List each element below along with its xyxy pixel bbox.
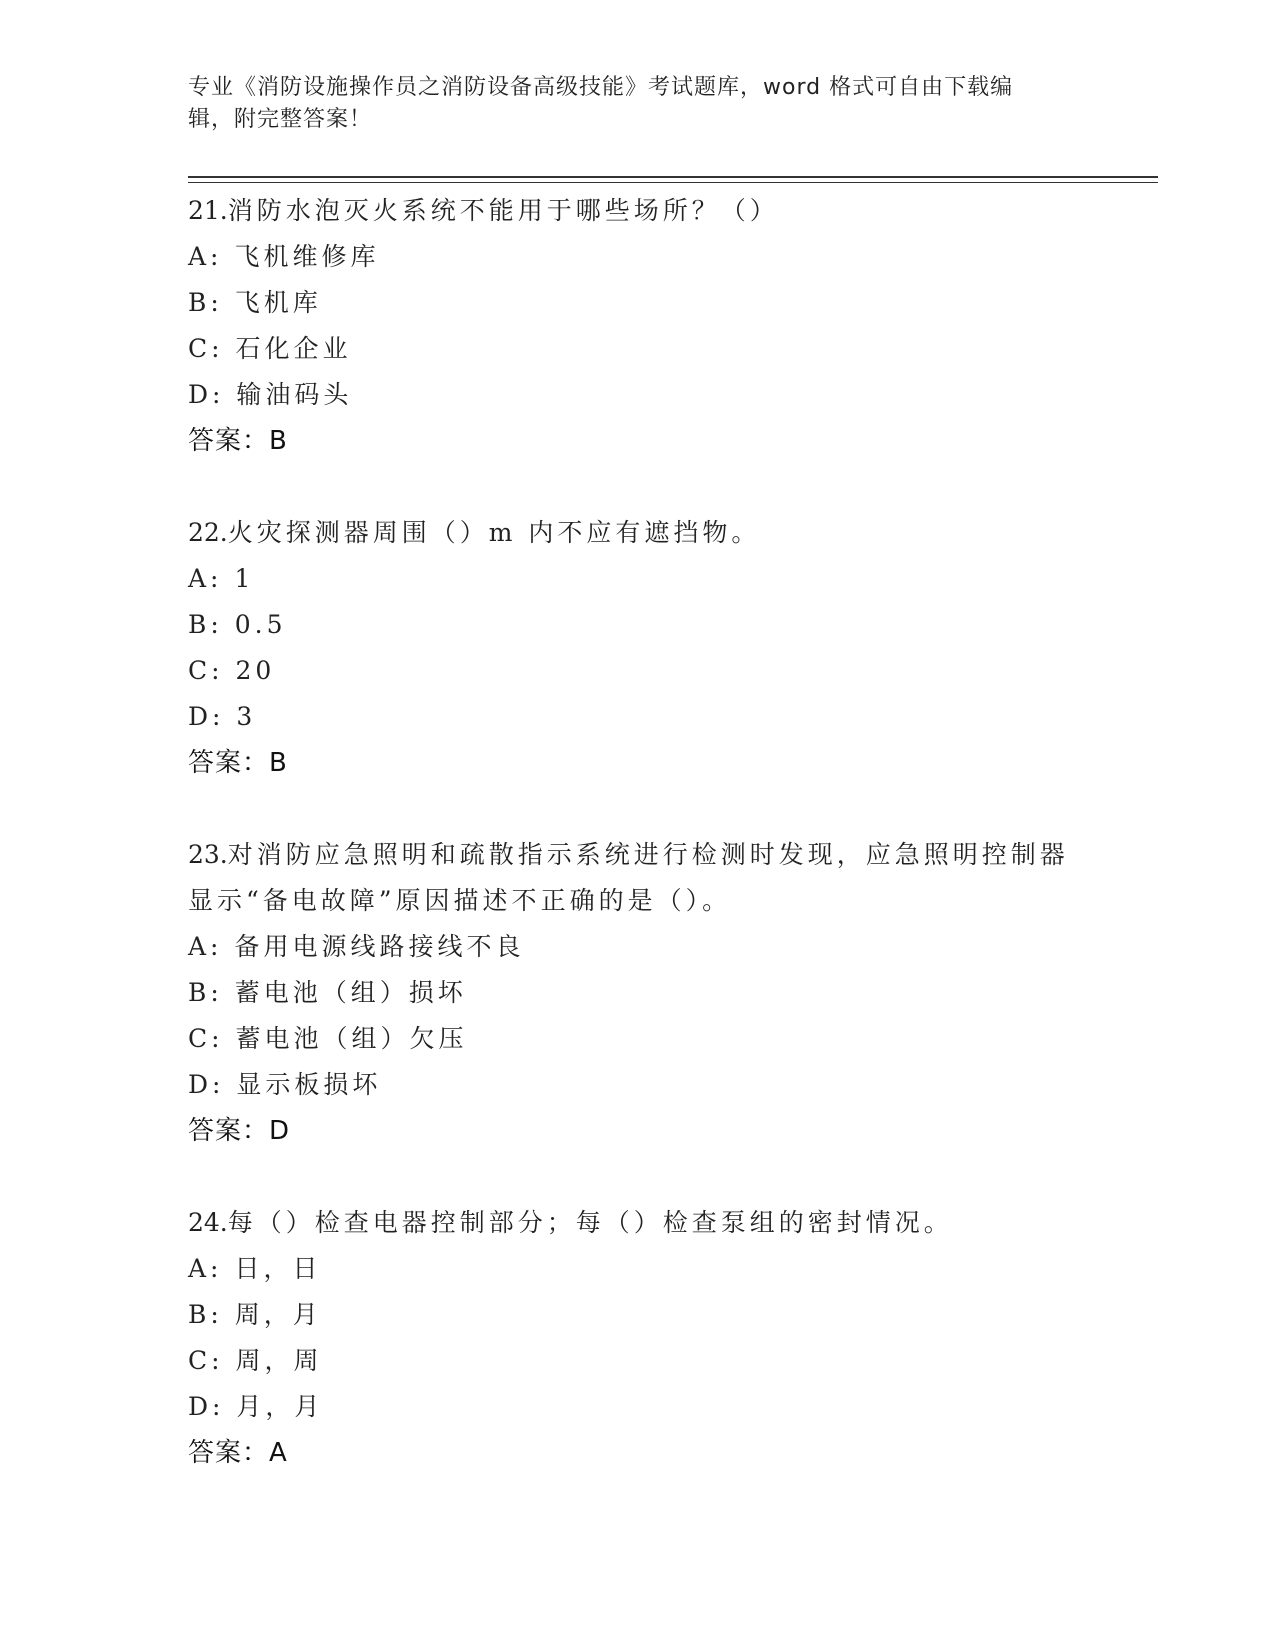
option-text: 0.5 — [234, 610, 287, 639]
option-label: B: — [188, 978, 235, 1007]
option-d — [188, 1062, 1088, 1108]
question-number: 23. — [188, 840, 228, 869]
option-text: 蓄电池（组）欠压 — [235, 1024, 468, 1053]
option-a — [188, 924, 1088, 970]
question-text — [188, 1200, 1088, 1246]
option-b — [188, 1292, 1088, 1338]
option-text: 输油码头 — [236, 380, 353, 409]
option-d — [188, 1384, 1088, 1430]
option-label: A: — [188, 242, 235, 271]
option-text: 蓄电池（组）损坏 — [234, 978, 467, 1007]
option-c — [188, 648, 1088, 694]
option-label: C: — [188, 1346, 236, 1375]
option-text: 1 — [234, 564, 255, 593]
option-text: 显示板损坏 — [236, 1070, 382, 1099]
question-stem: 火灾探测器周围（）m 内不应有遮挡物。 — [227, 518, 761, 547]
option-text: 备用电源线路接线不良 — [234, 932, 525, 961]
question-list — [188, 188, 1088, 1522]
option-text: 20 — [235, 656, 276, 685]
option-d — [188, 694, 1088, 740]
answer-line: 答案：A — [188, 1438, 288, 1468]
option-text: 3 — [236, 702, 257, 731]
option-text: 日，日 — [234, 1254, 322, 1283]
question-21 — [188, 188, 1088, 464]
option-text: 月，月 — [236, 1392, 324, 1421]
answer-line: 答案：B — [188, 748, 288, 778]
question-stem: 对消防应急照明和疏散指示系统进行检测时发现，应急照明控制器 — [227, 840, 1069, 869]
question-number: 24. — [188, 1208, 228, 1237]
question-text — [188, 832, 1088, 878]
option-b — [188, 602, 1088, 648]
option-text: 周，周 — [235, 1346, 323, 1375]
header-divider-thick — [188, 176, 1158, 178]
option-label: B: — [188, 288, 235, 317]
option-text: 石化企业 — [235, 334, 352, 363]
question-number: 22. — [188, 518, 228, 547]
option-text: 飞机维修库 — [234, 242, 380, 271]
header-line-2: 辑，附完整答案！ — [188, 107, 373, 132]
option-text: 飞机库 — [234, 288, 322, 317]
option-b — [188, 280, 1088, 326]
document-header — [188, 72, 1088, 136]
question-text — [188, 188, 1088, 234]
option-c — [188, 1338, 1088, 1384]
question-stem: 消防水泡灭火系统不能用于哪些场所？（） — [227, 196, 779, 225]
option-label: B: — [188, 610, 235, 639]
option-c — [188, 326, 1088, 372]
question-22 — [188, 510, 1088, 786]
option-label: A: — [188, 564, 235, 593]
option-a — [188, 556, 1088, 602]
option-label: D: — [188, 702, 237, 731]
option-b — [188, 970, 1088, 1016]
option-label: B: — [188, 1300, 235, 1329]
question-23 — [188, 832, 1088, 1154]
option-label: D: — [188, 380, 237, 409]
question-text — [188, 510, 1088, 556]
option-a — [188, 1246, 1088, 1292]
question-stem: 每（）检查电器控制部分；每（）检查泵组的密封情况。 — [227, 1208, 953, 1237]
question-text-continued: 显示“备电故障”原因描述不正确的是（）。 — [188, 886, 732, 915]
option-c — [188, 1016, 1088, 1062]
question-number: 21. — [188, 196, 228, 225]
answer-line: 答案：B — [188, 426, 288, 456]
option-label: C: — [188, 334, 236, 363]
option-label: C: — [188, 1024, 236, 1053]
header-divider-thin — [188, 182, 1158, 183]
option-label: D: — [188, 1392, 237, 1421]
option-label: D: — [188, 1070, 237, 1099]
option-d — [188, 372, 1088, 418]
question-24 — [188, 1200, 1088, 1476]
header-line-1: 专业《消防设施操作员之消防设备高级技能》考试题库，word 格式可自由下载编 — [188, 75, 1014, 100]
option-label: C: — [188, 656, 236, 685]
option-text: 周，月 — [234, 1300, 322, 1329]
option-label: A: — [188, 932, 235, 961]
answer-line: 答案：D — [188, 1116, 291, 1146]
option-a — [188, 234, 1088, 280]
option-label: A: — [188, 1254, 235, 1283]
